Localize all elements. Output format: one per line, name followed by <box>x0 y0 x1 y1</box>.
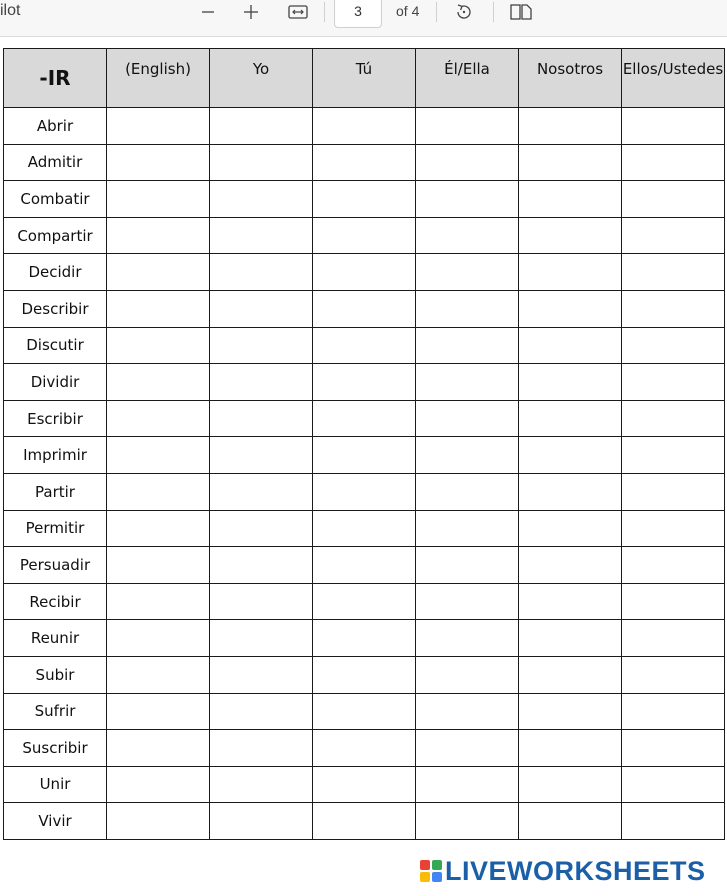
answer-cell[interactable] <box>622 620 725 657</box>
answer-cell[interactable] <box>416 437 519 474</box>
table-row <box>4 766 725 803</box>
answer-cell[interactable] <box>416 730 519 767</box>
verb-cell: Abrir <box>4 108 107 145</box>
table-row <box>4 290 725 327</box>
answer-cell[interactable] <box>416 473 519 510</box>
answer-cell[interactable] <box>107 473 210 510</box>
answer-cell[interactable] <box>107 510 210 547</box>
table-row <box>4 803 725 840</box>
answer-cell[interactable] <box>107 254 210 291</box>
answer-cell[interactable] <box>107 730 210 767</box>
answer-cell[interactable] <box>519 144 622 181</box>
liveworksheets-logo <box>420 856 706 886</box>
answer-cell[interactable] <box>313 693 416 730</box>
answer-cell[interactable] <box>519 803 622 840</box>
answer-cell[interactable] <box>416 290 519 327</box>
answer-cell[interactable] <box>313 108 416 145</box>
answer-cell[interactable] <box>210 254 313 291</box>
answer-cell[interactable] <box>519 290 622 327</box>
page-view-icon <box>510 4 532 20</box>
answer-cell[interactable] <box>519 510 622 547</box>
answer-cell[interactable] <box>210 364 313 401</box>
answer-cell[interactable] <box>107 547 210 584</box>
verb-cell: Dividir <box>4 364 107 401</box>
answer-cell[interactable] <box>313 400 416 437</box>
answer-cell[interactable] <box>416 217 519 254</box>
answer-cell[interactable] <box>313 144 416 181</box>
answer-cell[interactable] <box>107 400 210 437</box>
verb-cell: Subir <box>4 656 107 693</box>
answer-cell[interactable] <box>210 620 313 657</box>
answer-cell[interactable] <box>107 364 210 401</box>
answer-cell[interactable] <box>313 327 416 364</box>
fit-width-icon <box>288 5 308 19</box>
zoom-in-button[interactable] <box>240 0 262 24</box>
answer-cell[interactable] <box>313 547 416 584</box>
answer-cell[interactable] <box>622 547 725 584</box>
answer-cell[interactable] <box>519 254 622 291</box>
answer-cell[interactable] <box>622 803 725 840</box>
verb-cell: Suscribir <box>4 730 107 767</box>
answer-cell[interactable] <box>416 803 519 840</box>
header-cell: Él/Ella <box>416 49 519 108</box>
page-view-button[interactable] <box>509 0 533 24</box>
table-row <box>4 217 725 254</box>
answer-cell[interactable] <box>622 583 725 620</box>
answer-cell[interactable] <box>519 181 622 218</box>
answer-cell[interactable] <box>622 400 725 437</box>
answer-cell[interactable] <box>519 656 622 693</box>
answer-cell[interactable] <box>107 656 210 693</box>
answer-cell[interactable] <box>519 108 622 145</box>
answer-cell[interactable] <box>107 437 210 474</box>
answer-cell[interactable] <box>622 364 725 401</box>
answer-cell[interactable] <box>210 181 313 218</box>
verb-cell: Unir <box>4 766 107 803</box>
table-row <box>4 400 725 437</box>
answer-cell[interactable] <box>210 547 313 584</box>
header-cell: (English) <box>107 49 210 108</box>
table-row <box>4 730 725 767</box>
answer-cell[interactable] <box>313 290 416 327</box>
table-row <box>4 473 725 510</box>
conjugation-table <box>3 48 725 840</box>
logo-mark-icon <box>420 860 442 882</box>
verb-cell: Describir <box>4 290 107 327</box>
answer-cell[interactable] <box>107 693 210 730</box>
table-row <box>4 656 725 693</box>
toolbar-divider <box>324 2 325 22</box>
answer-cell[interactable] <box>416 510 519 547</box>
header-cell: Ellos/Ustedes <box>622 49 725 108</box>
answer-cell[interactable] <box>622 730 725 767</box>
table-row <box>4 583 725 620</box>
table-row <box>4 693 725 730</box>
toolbar-divider <box>436 2 437 22</box>
brand-name: LIVEWORKSHEETS <box>445 855 706 886</box>
answer-cell[interactable] <box>210 144 313 181</box>
table-row <box>4 254 725 291</box>
table-row <box>4 327 725 364</box>
answer-cell[interactable] <box>313 803 416 840</box>
answer-cell[interactable] <box>107 290 210 327</box>
answer-cell[interactable] <box>519 583 622 620</box>
verb-cell: Combatir <box>4 181 107 218</box>
table-row <box>4 547 725 584</box>
header-cell: Yo <box>210 49 313 108</box>
page-number-input[interactable] <box>334 0 382 28</box>
answer-cell[interactable] <box>210 108 313 145</box>
answer-cell[interactable] <box>622 473 725 510</box>
answer-cell[interactable] <box>416 766 519 803</box>
answer-cell[interactable] <box>622 290 725 327</box>
answer-cell[interactable] <box>107 144 210 181</box>
answer-cell[interactable] <box>622 217 725 254</box>
answer-cell[interactable] <box>313 437 416 474</box>
verb-cell: Partir <box>4 473 107 510</box>
answer-cell[interactable] <box>519 547 622 584</box>
answer-cell[interactable] <box>210 400 313 437</box>
page-count-label: of 4 <box>396 3 420 19</box>
rotate-button[interactable] <box>452 0 476 24</box>
answer-cell[interactable] <box>416 400 519 437</box>
answer-cell[interactable] <box>313 620 416 657</box>
answer-cell[interactable] <box>416 108 519 145</box>
answer-cell[interactable] <box>313 766 416 803</box>
logo-square <box>432 872 442 882</box>
answer-cell[interactable] <box>313 217 416 254</box>
logo-square <box>420 860 430 870</box>
answer-cell[interactable] <box>519 437 622 474</box>
answer-cell[interactable] <box>416 620 519 657</box>
verb-cell: Discutir <box>4 327 107 364</box>
answer-cell[interactable] <box>107 766 210 803</box>
answer-cell[interactable] <box>519 217 622 254</box>
answer-cell[interactable] <box>210 693 313 730</box>
answer-cell[interactable] <box>313 254 416 291</box>
verb-cell: Persuadir <box>4 547 107 584</box>
pdf-toolbar <box>0 0 727 37</box>
answer-cell[interactable] <box>416 693 519 730</box>
header-cell: Tú <box>313 49 416 108</box>
answer-cell[interactable] <box>519 693 622 730</box>
answer-cell[interactable] <box>622 437 725 474</box>
logo-square <box>432 860 442 870</box>
answer-cell[interactable] <box>622 108 725 145</box>
answer-cell[interactable] <box>622 181 725 218</box>
answer-cell[interactable] <box>416 583 519 620</box>
answer-cell[interactable] <box>210 437 313 474</box>
verb-cell: Admitir <box>4 144 107 181</box>
answer-cell[interactable] <box>416 254 519 291</box>
answer-cell[interactable] <box>519 620 622 657</box>
verb-cell: Permitir <box>4 510 107 547</box>
verb-cell: Reunir <box>4 620 107 657</box>
answer-cell[interactable] <box>622 693 725 730</box>
logo-square <box>420 872 430 882</box>
answer-cell[interactable] <box>622 144 725 181</box>
answer-cell[interactable] <box>210 290 313 327</box>
answer-cell[interactable] <box>313 181 416 218</box>
answer-cell[interactable] <box>622 327 725 364</box>
answer-cell[interactable] <box>210 510 313 547</box>
answer-cell[interactable] <box>622 254 725 291</box>
answer-cell[interactable] <box>313 656 416 693</box>
answer-cell[interactable] <box>416 364 519 401</box>
answer-cell[interactable] <box>107 583 210 620</box>
answer-cell[interactable] <box>313 473 416 510</box>
zoom-out-button[interactable] <box>197 0 219 24</box>
verb-cell: Compartir <box>4 217 107 254</box>
answer-cell[interactable] <box>210 730 313 767</box>
rotate-icon <box>454 2 474 22</box>
answer-cell[interactable] <box>210 217 313 254</box>
answer-cell[interactable] <box>107 620 210 657</box>
answer-cell[interactable] <box>519 766 622 803</box>
header-cell: -IR <box>4 49 107 108</box>
answer-cell[interactable] <box>210 473 313 510</box>
table-row <box>4 144 725 181</box>
table-row <box>4 181 725 218</box>
plus-icon <box>243 4 259 20</box>
answer-cell[interactable] <box>622 766 725 803</box>
header-cell: Nosotros <box>519 49 622 108</box>
verb-cell: Vivir <box>4 803 107 840</box>
verb-cell: Escribir <box>4 400 107 437</box>
table-row <box>4 437 725 474</box>
answer-cell[interactable] <box>519 473 622 510</box>
toolbar-divider <box>493 2 494 22</box>
answer-cell[interactable] <box>107 181 210 218</box>
answer-cell[interactable] <box>313 510 416 547</box>
answer-cell[interactable] <box>416 656 519 693</box>
table-row <box>4 510 725 547</box>
answer-cell[interactable] <box>416 547 519 584</box>
answer-cell[interactable] <box>107 217 210 254</box>
answer-cell[interactable] <box>107 108 210 145</box>
answer-cell[interactable] <box>519 400 622 437</box>
document-title: ilot <box>0 2 21 19</box>
answer-cell[interactable] <box>519 364 622 401</box>
answer-cell[interactable] <box>416 327 519 364</box>
answer-cell[interactable] <box>416 181 519 218</box>
answer-cell[interactable] <box>107 327 210 364</box>
answer-cell[interactable] <box>622 510 725 547</box>
answer-cell[interactable] <box>519 327 622 364</box>
answer-cell[interactable] <box>416 144 519 181</box>
minus-icon <box>201 5 215 19</box>
answer-cell[interactable] <box>210 803 313 840</box>
answer-cell[interactable] <box>622 656 725 693</box>
answer-cell[interactable] <box>313 730 416 767</box>
verb-cell: Imprimir <box>4 437 107 474</box>
answer-cell[interactable] <box>210 583 313 620</box>
verb-cell: Recibir <box>4 583 107 620</box>
table-row <box>4 620 725 657</box>
table-row <box>4 364 725 401</box>
answer-cell[interactable] <box>519 730 622 767</box>
table-row <box>4 108 725 145</box>
answer-cell[interactable] <box>210 766 313 803</box>
answer-cell[interactable] <box>210 656 313 693</box>
answer-cell[interactable] <box>210 327 313 364</box>
verb-cell: Sufrir <box>4 693 107 730</box>
answer-cell[interactable] <box>313 364 416 401</box>
answer-cell[interactable] <box>107 803 210 840</box>
answer-cell[interactable] <box>313 583 416 620</box>
verb-cell: Decidir <box>4 254 107 291</box>
header-row <box>4 49 725 108</box>
fit-width-button[interactable] <box>286 0 310 24</box>
